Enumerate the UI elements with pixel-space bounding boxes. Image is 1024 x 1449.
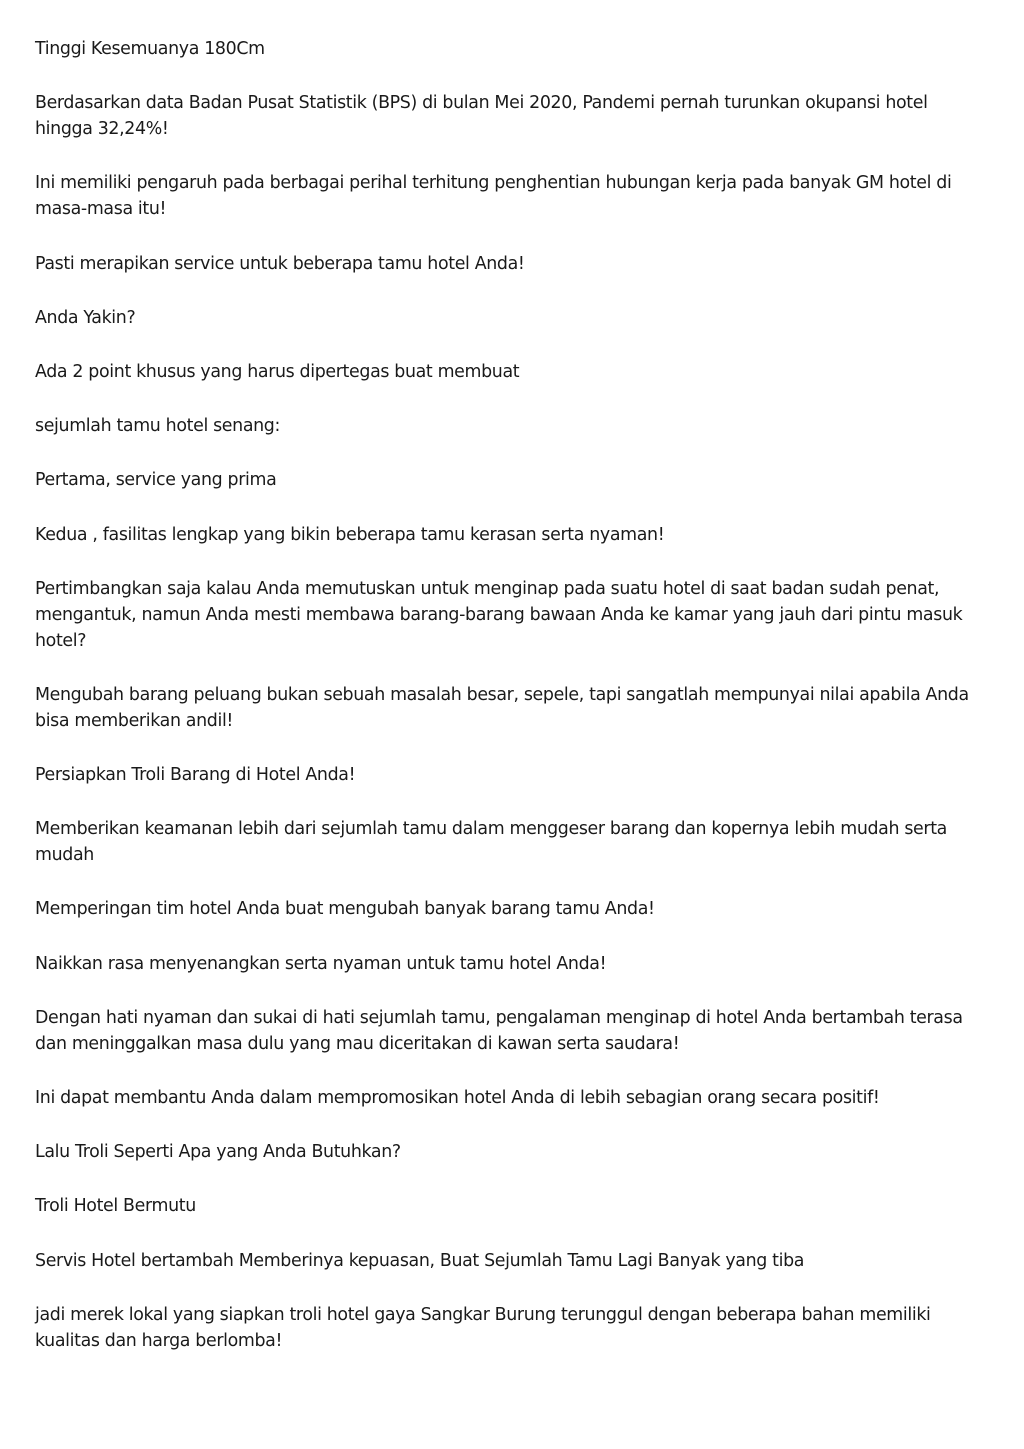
paragraph: Berdasarkan data Badan Pusat Statistik (BPS) di bulan Mei 2020, Pandemi pernah turunkan okupansi hotel hingga 32,24%!	[35, 93, 928, 140]
paragraph: Ada 2 point khusus yang harus dipertegas buat membuat	[35, 361, 520, 382]
paragraph: Naikkan rasa menyenangkan serta nyaman untuk tamu hotel Anda!	[35, 953, 607, 974]
paragraph: Persiapkan Troli Barang di Hotel Anda!	[35, 765, 356, 786]
paragraph: Pertimbangkan saja kalau Anda memutuskan untuk menginap pada suatu hotel di saat badan sudah penat, mengantuk, namun Anda mesti membawa barang-barang bawaan Anda ke kamar yang jauh dari pintu masuk hotel?	[35, 578, 963, 651]
document-body	[35, 36, 990, 1382]
paragraph: Ini dapat membantu Anda dalam mempromosikan hotel Anda di lebih sebagian orang secara positif!	[35, 1088, 880, 1108]
paragraph: Troli Hotel Bermutu	[35, 1196, 196, 1217]
paragraph: Pasti merapikan service untuk beberapa tamu hotel Anda!	[35, 253, 525, 274]
paragraph: Mengubah barang peluang bukan sebuah masalah besar, sepele, tapi sangatlah mempunyai nilai apabila Anda bisa memberikan andil!	[35, 684, 969, 731]
paragraph: Pertama, service yang prima	[35, 470, 277, 491]
paragraph: Kedua , fasilitas lengkap yang bikin beberapa tamu kerasan serta nyaman!	[35, 524, 665, 545]
paragraph: jadi merek lokal yang siapkan troli hotel gaya Sangkar Burung terunggul dengan beberapa bahan memiliki kualitas dan harga berlomba!	[35, 1304, 931, 1351]
paragraph: Tinggi Kesemuanya 180Cm	[35, 39, 265, 59]
paragraph: Dengan hati nyaman dan sukai di hati sejumlah tamu, pengalaman menginap di hotel Anda bertambah terasa dan meninggalkan masa dulu yang mau diceritakan di kawan serta saudara!	[35, 1007, 963, 1054]
paragraph: Memberikan keamanan lebih dari sejumlah tamu dalam menggeser barang dan kopernya lebih mudah serta mudah	[35, 819, 947, 866]
paragraph: Ini memiliki pengaruh pada berbagai perihal terhitung penghentian hubungan kerja pada banyak GM hotel di masa-masa itu!	[35, 173, 952, 220]
paragraph: sejumlah tamu hotel senang:	[35, 416, 281, 437]
paragraph: Servis Hotel bertambah Memberinya kepuasan, Buat Sejumlah Tamu Lagi Banyak yang tiba	[35, 1250, 805, 1271]
paragraph: Anda Yakin?	[35, 307, 136, 328]
paragraph: Lalu Troli Seperti Apa yang Anda Butuhkan?	[35, 1142, 401, 1163]
paragraph: Memperingan tim hotel Anda buat mengubah banyak barang tamu Anda!	[35, 899, 655, 920]
